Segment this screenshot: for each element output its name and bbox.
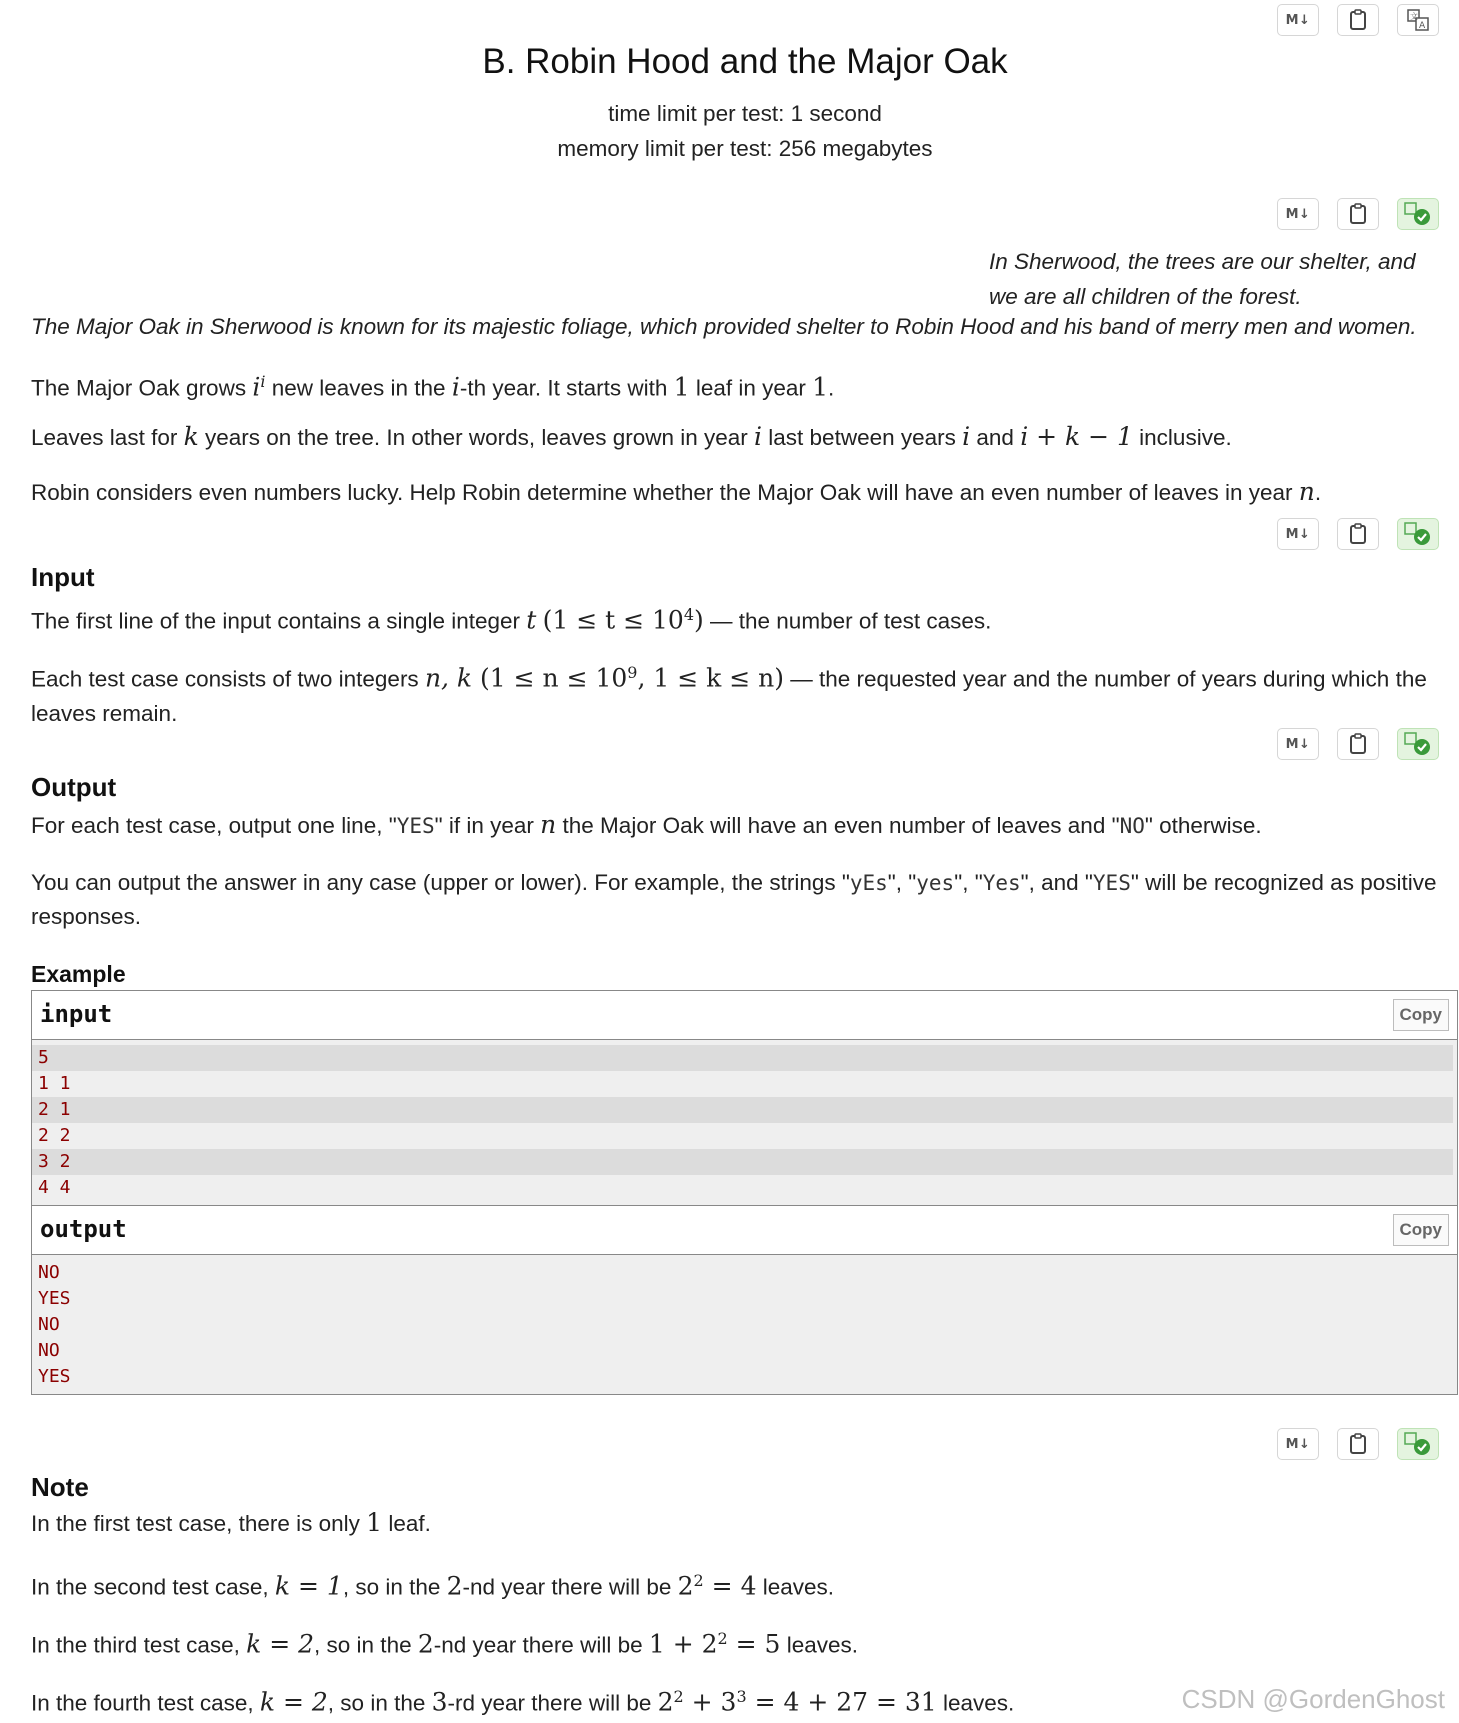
note-line-3: In the third test case, k = 2, so in the 2-nd year there will be $1 + 2^2 = 5$ leaves. — [31, 1629, 858, 1659]
translate-check-icon — [1403, 521, 1433, 547]
input-line: 1 1 — [38, 1073, 71, 1094]
markdown-icon: M↓ — [1285, 526, 1311, 542]
translated-button[interactable] — [1397, 728, 1439, 760]
example-heading: Example — [31, 961, 126, 987]
markdown-icon: M↓ — [1285, 206, 1311, 222]
example-output-header — [32, 1206, 1457, 1255]
copy-output-button[interactable]: Copy — [1393, 1214, 1450, 1246]
clipboard-icon — [1349, 9, 1367, 31]
epigraph-line-2: we are all children of the forest. — [989, 284, 1302, 309]
note-heading: Note — [31, 1472, 89, 1502]
output-line: YES — [38, 1288, 71, 1309]
note-line-2: In the second test case, k = 1, so in the 2-nd year there will be $2^2 = 4$ leaves. — [31, 1571, 835, 1601]
example-output-lines — [32, 1255, 1457, 1390]
copy-input-button[interactable]: Copy — [1393, 999, 1450, 1031]
note-line-1: In the first test case, there is only 1 leaf. — [31, 1508, 431, 1537]
input-line: 2 2 — [38, 1125, 71, 1146]
example-output-box — [31, 1205, 1458, 1395]
input-line: 2 1 — [32, 1097, 1453, 1123]
watermark: CSDN @GordenGhost — [1181, 1684, 1445, 1714]
clipboard-icon — [1349, 733, 1367, 755]
epigraph-line-1: In Sherwood, the trees are our shelter, and — [989, 249, 1416, 274]
svg-text:文: 文 — [1410, 12, 1418, 21]
statement-paragraph-3: Robin considers even numbers lucky. Help Robin determine whether the Major Oak will have an even number of leaves in year n. — [31, 477, 1322, 506]
translated-button[interactable] — [1397, 518, 1439, 550]
note-toolbar — [1277, 1428, 1439, 1460]
input-toolbar — [1277, 518, 1439, 550]
translated-button[interactable] — [1397, 1428, 1439, 1460]
output-line: NO — [38, 1314, 60, 1335]
copy-button[interactable] — [1337, 1428, 1379, 1460]
input-paragraph-1: The first line of the input contains a single integer t $(1 \le t \le 10^4)$ — the number of test cases. — [31, 605, 992, 635]
output-toolbar — [1277, 728, 1439, 760]
markdown-button[interactable] — [1277, 198, 1319, 230]
copy-button[interactable] — [1337, 198, 1379, 230]
copy-statement-button[interactable] — [1337, 4, 1379, 36]
time-limit: time limit per test: 1 second — [608, 101, 882, 126]
translate-button[interactable] — [1397, 4, 1439, 36]
output-line: NO — [38, 1340, 60, 1361]
example-input-lines — [32, 1040, 1457, 1201]
problem-title: B. Robin Hood and the Major Oak — [482, 42, 1008, 81]
input-heading: Input — [31, 562, 95, 592]
statement-paragraph-1: The Major Oak grows $i^i$ new leaves in the i-th year. It starts with 1 leaf in year 1. — [31, 372, 835, 402]
output-paragraph-1: For each test case, output one line, "YES" if in year n the Major Oak will have an even number of leaves and "NO" otherwise. — [31, 810, 1262, 839]
translate-check-icon — [1403, 201, 1433, 227]
clipboard-icon — [1349, 1433, 1367, 1455]
statement-toolbar — [1277, 198, 1439, 230]
statement-paragraph-2: Leaves last for k years on the tree. In other words, leaves grown in year i last between years i and i + k − 1 inclusive. — [31, 422, 1232, 451]
copy-button[interactable] — [1337, 728, 1379, 760]
translate-icon — [1407, 9, 1429, 31]
epigraph-line-3: The Major Oak in Sherwood is known for its majestic foliage, which provided shelter to Robin Hood and his band of merry men and women. — [31, 314, 1417, 339]
translate-check-icon — [1403, 731, 1433, 757]
input-paragraph-2: Each test case consists of two integers n, k ($1 \le n \le 10^9$, 1 ≤ k ≤ n) — the requested year and the number of years during which the leaves remain. — [31, 663, 1427, 726]
output-line: YES — [38, 1366, 71, 1387]
output-heading: Output — [31, 772, 117, 802]
example-output-label: output — [40, 1215, 127, 1243]
input-line: 5 — [32, 1045, 1453, 1071]
markdown-button[interactable] — [1277, 1428, 1319, 1460]
svg-text:A: A — [1419, 21, 1426, 31]
markdown-button[interactable] — [1277, 518, 1319, 550]
example-input-header — [32, 991, 1457, 1040]
note-line-4: In the fourth test case, k = 2, so in the 3-rd year there will be $2^2 + 3^3 = 4 + 27 = 31$ leaves. — [31, 1687, 1015, 1717]
example-input-label: input — [40, 1000, 113, 1028]
output-line: NO — [38, 1262, 60, 1283]
clipboard-icon — [1349, 203, 1367, 225]
input-line: 3 2 — [32, 1149, 1453, 1175]
top-toolbar — [1277, 4, 1439, 36]
example-input-box — [31, 990, 1458, 1206]
markdown-button[interactable] — [1277, 728, 1319, 760]
translate-check-icon — [1403, 1431, 1433, 1457]
markdown-icon: M↓ — [1285, 1436, 1311, 1452]
markdown-button[interactable] — [1277, 4, 1319, 36]
clipboard-icon — [1349, 523, 1367, 545]
input-line: 4 4 — [38, 1177, 71, 1198]
translated-button[interactable] — [1397, 198, 1439, 230]
markdown-icon: M↓ — [1285, 12, 1311, 28]
output-paragraph-2: You can output the answer in any case (upper or lower). For example, the strings "yEs", "yes", "Yes", and "YES" will be recognized as positive responses. — [31, 870, 1437, 929]
memory-limit: memory limit per test: 256 megabytes — [557, 136, 933, 161]
markdown-icon: M↓ — [1285, 736, 1311, 752]
copy-button[interactable] — [1337, 518, 1379, 550]
